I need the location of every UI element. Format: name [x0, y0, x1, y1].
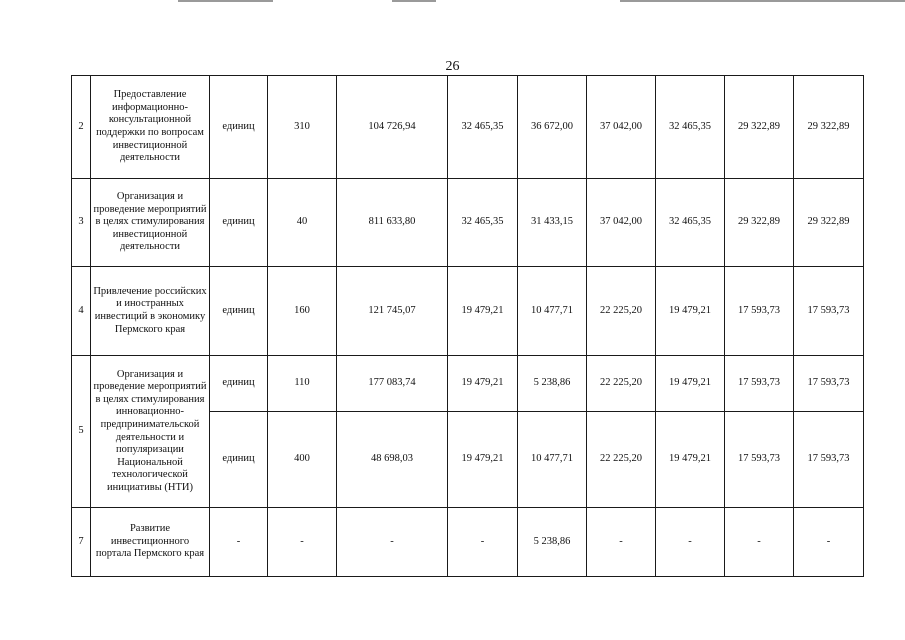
- unit-cell: единиц: [210, 179, 268, 267]
- value-cell: 37 042,00: [587, 179, 656, 267]
- unit-cell: единиц: [210, 267, 268, 356]
- value-cell: 5 238,86: [518, 508, 587, 577]
- value-cell: 22 225,20: [587, 267, 656, 356]
- value-cell: 32 465,35: [656, 76, 725, 179]
- quantity-cell: 40: [268, 179, 337, 267]
- value-cell: 19 479,21: [448, 412, 518, 508]
- value-cell: 19 479,21: [448, 356, 518, 412]
- unit-cell: единиц: [210, 412, 268, 508]
- activity-name: Организация и проведение мероприятий в целях стимулирования инвестиционной деятельности: [91, 179, 210, 267]
- quantity-cell: -: [268, 508, 337, 577]
- value-cell: -: [794, 508, 864, 577]
- value-cell: 17 593,73: [725, 412, 794, 508]
- scan-edge-left: [178, 0, 273, 2]
- value-cell: 22 225,20: [587, 412, 656, 508]
- row-number: 5: [72, 356, 91, 508]
- activity-name: Привлечение российских и иностранных инвестиций в экономику Пермского края: [91, 267, 210, 356]
- value-cell: 177 083,74: [337, 356, 448, 412]
- value-cell: -: [587, 508, 656, 577]
- table-row: [72, 179, 864, 267]
- value-cell: 811 633,80: [337, 179, 448, 267]
- value-cell: 31 433,15: [518, 179, 587, 267]
- scan-edge-right: [620, 0, 905, 2]
- value-cell: 121 745,07: [337, 267, 448, 356]
- value-cell: 32 465,35: [448, 76, 518, 179]
- value-cell: 22 225,20: [587, 356, 656, 412]
- row-number: 2: [72, 76, 91, 179]
- unit-cell: единиц: [210, 356, 268, 412]
- row-number: 3: [72, 179, 91, 267]
- value-cell: 37 042,00: [587, 76, 656, 179]
- value-cell: 10 477,71: [518, 267, 587, 356]
- value-cell: 36 672,00: [518, 76, 587, 179]
- quantity-cell: 160: [268, 267, 337, 356]
- row-number: 7: [72, 508, 91, 577]
- value-cell: 5 238,86: [518, 356, 587, 412]
- value-cell: 17 593,73: [725, 356, 794, 412]
- value-cell: 104 726,94: [337, 76, 448, 179]
- value-cell: 29 322,89: [725, 179, 794, 267]
- value-cell: -: [725, 508, 794, 577]
- value-cell: 17 593,73: [794, 267, 864, 356]
- activity-name: Предоставление информационно-консультационной поддержки по вопросам инвестиционной деятельности: [91, 76, 210, 179]
- value-cell: 29 322,89: [725, 76, 794, 179]
- table-row: [72, 508, 864, 577]
- quantity-cell: 400: [268, 412, 337, 508]
- quantity-cell: 110: [268, 356, 337, 412]
- unit-cell: единиц: [210, 76, 268, 179]
- value-cell: 19 479,21: [656, 267, 725, 356]
- value-cell: 19 479,21: [656, 356, 725, 412]
- quantity-cell: 310: [268, 76, 337, 179]
- value-cell: 32 465,35: [448, 179, 518, 267]
- value-cell: 17 593,73: [794, 412, 864, 508]
- table-row: [72, 356, 864, 412]
- row-number: 4: [72, 267, 91, 356]
- value-cell: 29 322,89: [794, 76, 864, 179]
- activity-name: Организация и проведение мероприятий в целях стимулирования инновационно-предпринимательской деятельности и популяризации Национальной технологической инициативы (НТИ): [91, 356, 210, 508]
- value-cell: 10 477,71: [518, 412, 587, 508]
- table-row: [72, 76, 864, 179]
- scan-edge-middle: [392, 0, 436, 2]
- value-cell: 19 479,21: [656, 412, 725, 508]
- value-cell: 32 465,35: [656, 179, 725, 267]
- value-cell: 17 593,73: [794, 356, 864, 412]
- value-cell: 19 479,21: [448, 267, 518, 356]
- unit-cell: -: [210, 508, 268, 577]
- value-cell: -: [448, 508, 518, 577]
- value-cell: 17 593,73: [725, 267, 794, 356]
- data-table: [71, 75, 864, 577]
- table-row: [72, 267, 864, 356]
- value-cell: -: [337, 508, 448, 577]
- value-cell: 48 698,03: [337, 412, 448, 508]
- value-cell: 29 322,89: [794, 179, 864, 267]
- page-number: 26: [445, 59, 460, 74]
- value-cell: -: [656, 508, 725, 577]
- activity-name: Развитие инвестиционного портала Пермского края: [91, 508, 210, 577]
